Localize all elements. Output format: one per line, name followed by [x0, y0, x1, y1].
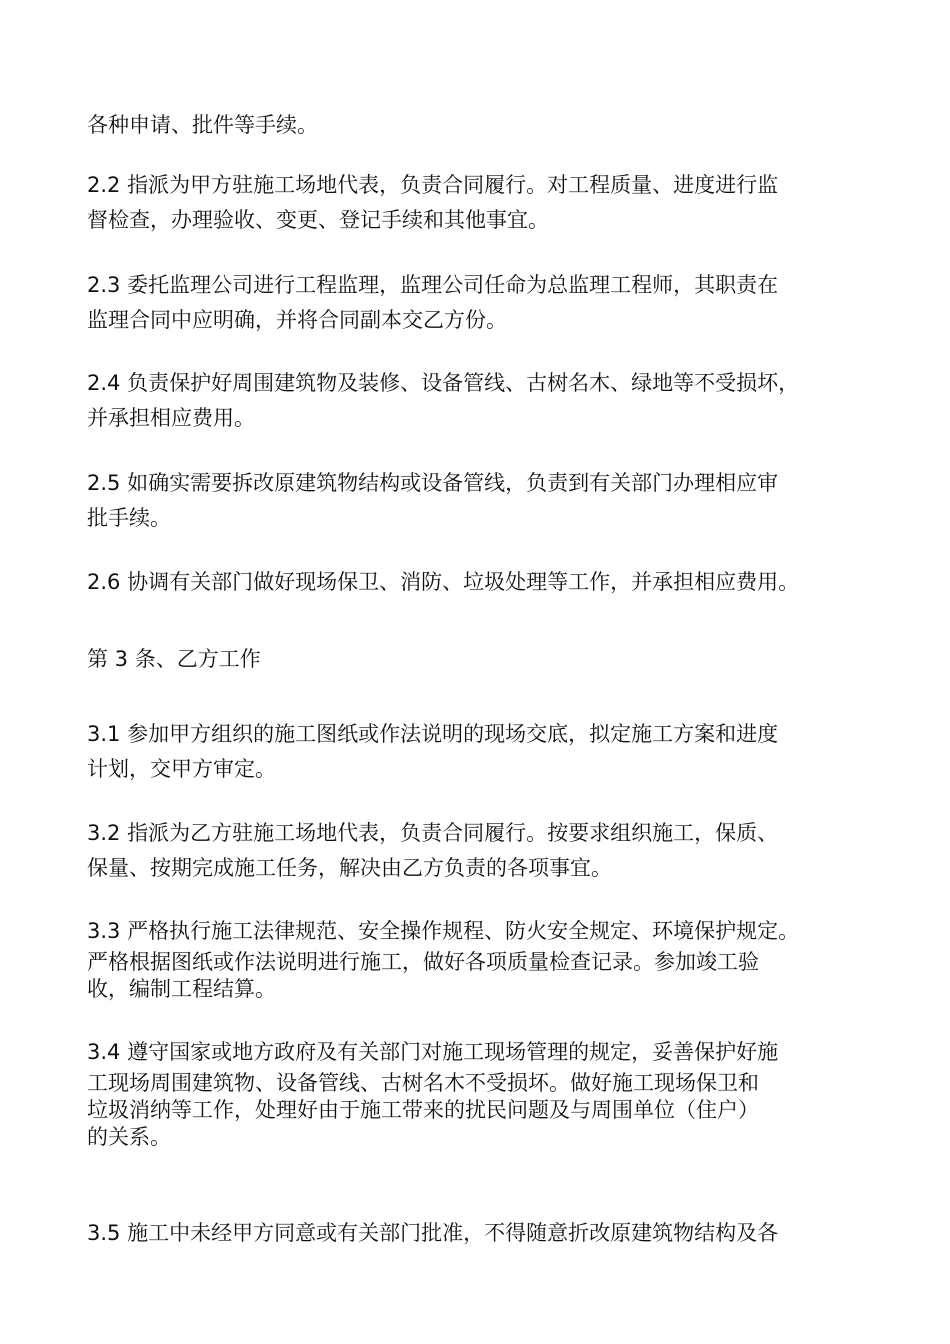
clause-2-3 [87, 268, 887, 338]
text-line: 工现场周围建筑物、设备管线、古树名木不受损坏。做好施工现场保卫和 [87, 1071, 759, 1095]
text-line: 3.4 遵守国家或地方政府及有关部门对施工现场管理的规定，妥善保护好施 [87, 1040, 779, 1064]
text-line: 2.6 协调有关部门做好现场保卫、消防、垃圾处理等工作，并承担相应费用。 [87, 570, 800, 594]
text-line: 垃圾消纳等工作，处理好由于施工带来的扰民问题及与周围单位（住户） [87, 1098, 759, 1122]
article-3-heading [87, 642, 887, 677]
clause-2-5 [87, 466, 887, 536]
text-line: 保量、按期完成施工任务，解决由乙方负责的各项事宜。 [87, 856, 612, 880]
text-line: 严格根据图纸或作法说明进行施工，做好各项质量检查记录。参加竣工验 [87, 950, 759, 974]
text-line: 3.2 指派为乙方驻施工场地代表，负责合同履行。按要求组织施工，保质、 [87, 821, 779, 845]
paragraph-continuation [87, 108, 887, 143]
text-line: 督检查，办理验收、变更、登记手续和其他事宜。 [87, 208, 549, 232]
text-line: 并承担相应费用。 [87, 406, 255, 430]
clause-3-1 [87, 717, 887, 787]
text-line: 各种申请、批件等手续。 [87, 113, 318, 137]
text-line: 3.3 严格执行施工法律规范、安全操作规程、防火安全规定、环境保护规定。 [87, 919, 800, 943]
text-line: 2.5 如确实需要拆改原建筑物结构或设备管线，负责到有关部门办理相应审 [87, 471, 779, 495]
text-line: 监理合同中应明确，并将合同副本交乙方份。 [87, 308, 507, 332]
heading-text: 第 3 条、乙方工作 [87, 647, 261, 671]
text-line: 2.4 负责保护好周围建筑物及装修、设备管线、古树名木、绿地等不受损坏， [87, 371, 800, 395]
text-line: 2.3 委托监理公司进行工程监理，监理公司任命为总监理工程师，其职责在 [87, 273, 779, 297]
text-line: 计划，交甲方审定。 [87, 757, 276, 781]
text-line: 的关系。 [87, 1125, 171, 1149]
text-line: 2.2 指派为甲方驻施工场地代表，负责合同履行。对工程质量、进度进行监 [87, 173, 779, 197]
text-line: 收，编制工程结算。 [87, 977, 276, 1001]
clause-2-2 [87, 168, 887, 238]
clause-3-4 [87, 1035, 887, 1151]
clause-2-4 [87, 366, 887, 436]
clause-3-5 [87, 1216, 887, 1251]
clause-2-6 [87, 565, 887, 600]
text-line: 批手续。 [87, 506, 171, 530]
text-line: 3.5 施工中未经甲方同意或有关部门批准，不得随意折改原建筑物结构及各 [87, 1221, 779, 1245]
clause-3-2 [87, 816, 887, 886]
text-line: 3.1 参加甲方组织的施工图纸或作法说明的现场交底，拟定施工方案和进度 [87, 722, 779, 746]
clause-3-3 [87, 914, 887, 1003]
